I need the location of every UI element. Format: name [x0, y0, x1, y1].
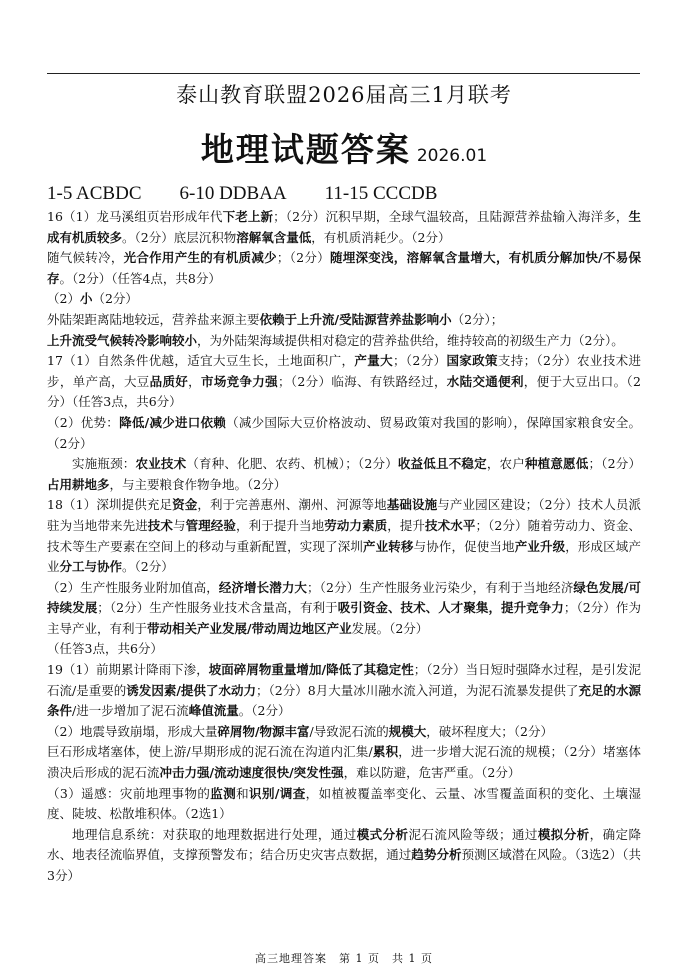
q19-part2-cont: 巨石形成堵塞体，使上游/早期形成的泥石流在沟道内汇集/累积，进一步增大泥石流的规模；（2分）堵塞体溃决后形成的泥石流冲击力强/流动速度很快/突发性强，难以防避，危害严重。（2分） — [47, 744, 641, 781]
answer-body — [47, 207, 641, 887]
q17-part2: （2）优势：降低/减少进口依赖（减少国际大豆价格波动、贸易政策对我国的影响），保障国家粮食安全。（2分） — [47, 414, 641, 451]
q17-part1: 17（1）自然条件优越，适宜大豆生长，土地面积广，产量大；（2分）国家政策支持；（2分）农业技术进步，单产高，大豆品质好，市场竞争力强；（2分）临海、有铁路经过，水陆交通便利，便于大豆出口。（2分）（任答3点，共6分） — [47, 353, 641, 410]
exam-header: 泰山教育联盟2026届高三1月联考 — [176, 83, 512, 107]
q19-part3-gis: 地理信息系统：对获取的地理数据进行处理，通过模式分析泥石流风险等级；通过模拟分析，确定降水、地表径流临界值，支撑预警发布；结合历史灾害点数据，通过趋势分析预测区域潜在风险。（3选2）（共3分） — [47, 826, 641, 883]
q18-part1: 18（1）深圳提供充足资金，利于完善惠州、潮州、河源等地基础设施与产业园区建设；（2分）技术人员派驻为当地带来先进技术与管理经验，利于提升当地劳动力素质，提升技术水平；（2分）随着劳动力、资金、技术等生产要素在空间上的移动与重新配置，实现了深圳产业转移与协作，促使当地产业升级，形成区域产业分工与协作。（2分） — [47, 497, 641, 575]
q16-part2-reason2: 上升流受气候转冷影响较小，为外陆架海域提供相对稳定的营养盐供给，维持较高的初级生产力（2分）。 — [47, 332, 624, 348]
page-footer: 高三地理答案 第 1 页 共 1 页 — [255, 952, 433, 965]
q18-part2-note: （任答3点，共6分） — [47, 641, 163, 657]
page-title: 地理试题答案 — [200, 130, 411, 169]
q17-part2-bottleneck: 实施瓶颈：农业技术（育种、化肥、农药、机械）；（2分）收益低且不稳定，农户种植意愿低；（2分）占用耕地多，与主要粮食作物争地。（2分） — [47, 456, 641, 492]
mc-group-2: 6-10 DDBAA — [179, 183, 287, 204]
q16-part1: 16（1）龙马溪组页岩形成年代下老上新；（2分）沉积早期，全球气温较高，且陆源营养盐输入海洋多，生成有机质较多。（2分）底层沉积物溶解氧含量低，有机质消耗少。（2分） — [47, 209, 641, 245]
q19-part1: 19（1）前期累计降雨下渗，坡面碎屑物重量增加/降低了其稳定性；（2分）当日短时强降水过程，是引发泥石流/是重要的诱发因素/提供了水动力；（2分）8月大量冰川融水流入河道，为泥石流暴发提供了充足的水源条件/进一步增加了泥石流峰值流量。（2分） — [47, 662, 641, 719]
q16-part1-cont: 随气候转冷，光合作用产生的有机质减少；（2分）随埋深变浅，溶解氧含量增大，有机质分解加快/不易保存。（2分）（任答4点，共8分） — [47, 250, 641, 286]
q16-part2-reason1: 外陆架距离陆地较远，营养盐来源主要依赖于上升流/受陆源营养盐影响小（2分）； — [47, 311, 504, 327]
multiple-choice-answers — [47, 183, 647, 205]
q16-part2: （2）小（2分） — [47, 291, 138, 307]
q19-part3: （3）遥感：灾前地理事物的监测和识别/调查，如植被覆盖率变化、云量、冰雪覆盖面积的变化、土壤湿度、陡坡、松散堆积体。（2选1） — [47, 785, 641, 822]
title-block — [0, 124, 688, 171]
q18-part2: （2）生产性服务业附加值高，经济增长潜力大；（2分）生产性服务业污染少，有利于当地经济绿色发展/可持续发展；（2分）生产性服务业技术含量高，有利于吸引资金、技术、人才聚集，提升竞争力；（2分）作为主导产业，有利于带动相关产业发展/带动周边地区产业发展。（2分） — [47, 579, 641, 636]
mc-group-3: 11-15 CCCDB — [324, 183, 438, 204]
exam-date: 2026.01 — [416, 146, 488, 166]
q19-part2: （2）地震导致崩塌，形成大量碎屑物/物源丰富/导致泥石流的规模大，破坏程度大；（2分） — [47, 723, 553, 739]
header-rule — [47, 73, 640, 74]
mc-group-1: 1-5 ACBDC — [47, 183, 142, 204]
